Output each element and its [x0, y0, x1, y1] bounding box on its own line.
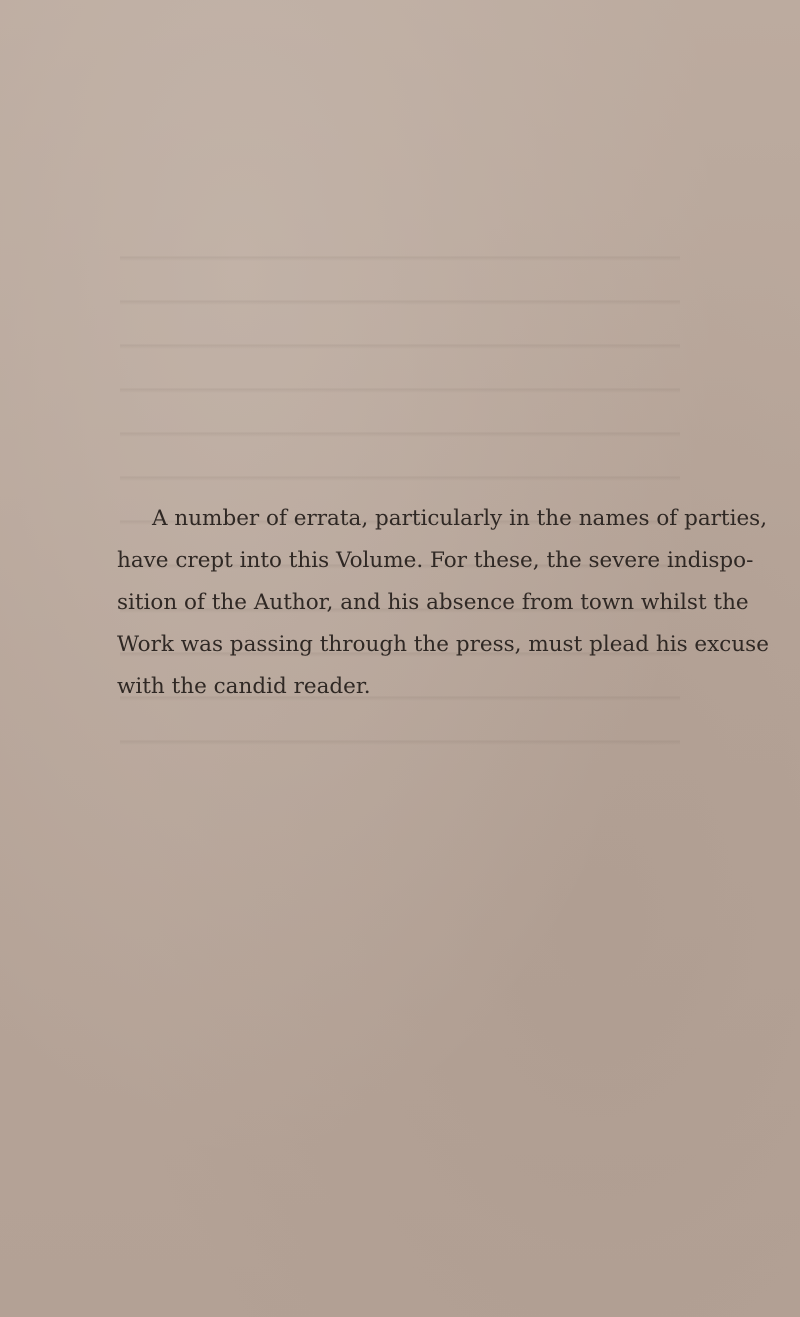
errata-line: with the candid reader. [117, 674, 371, 699]
errata-line: have crept into this Volume. For these, the severe indispo- [117, 548, 754, 573]
errata-line: A number of errata, particularly in the names of parties, [152, 506, 768, 531]
errata-line: Work was passing through the press, must plead his excuse [117, 632, 769, 657]
errata-paragraph [117, 498, 769, 708]
errata-line: sition of the Author, and his absence from town whilst the [117, 590, 749, 615]
